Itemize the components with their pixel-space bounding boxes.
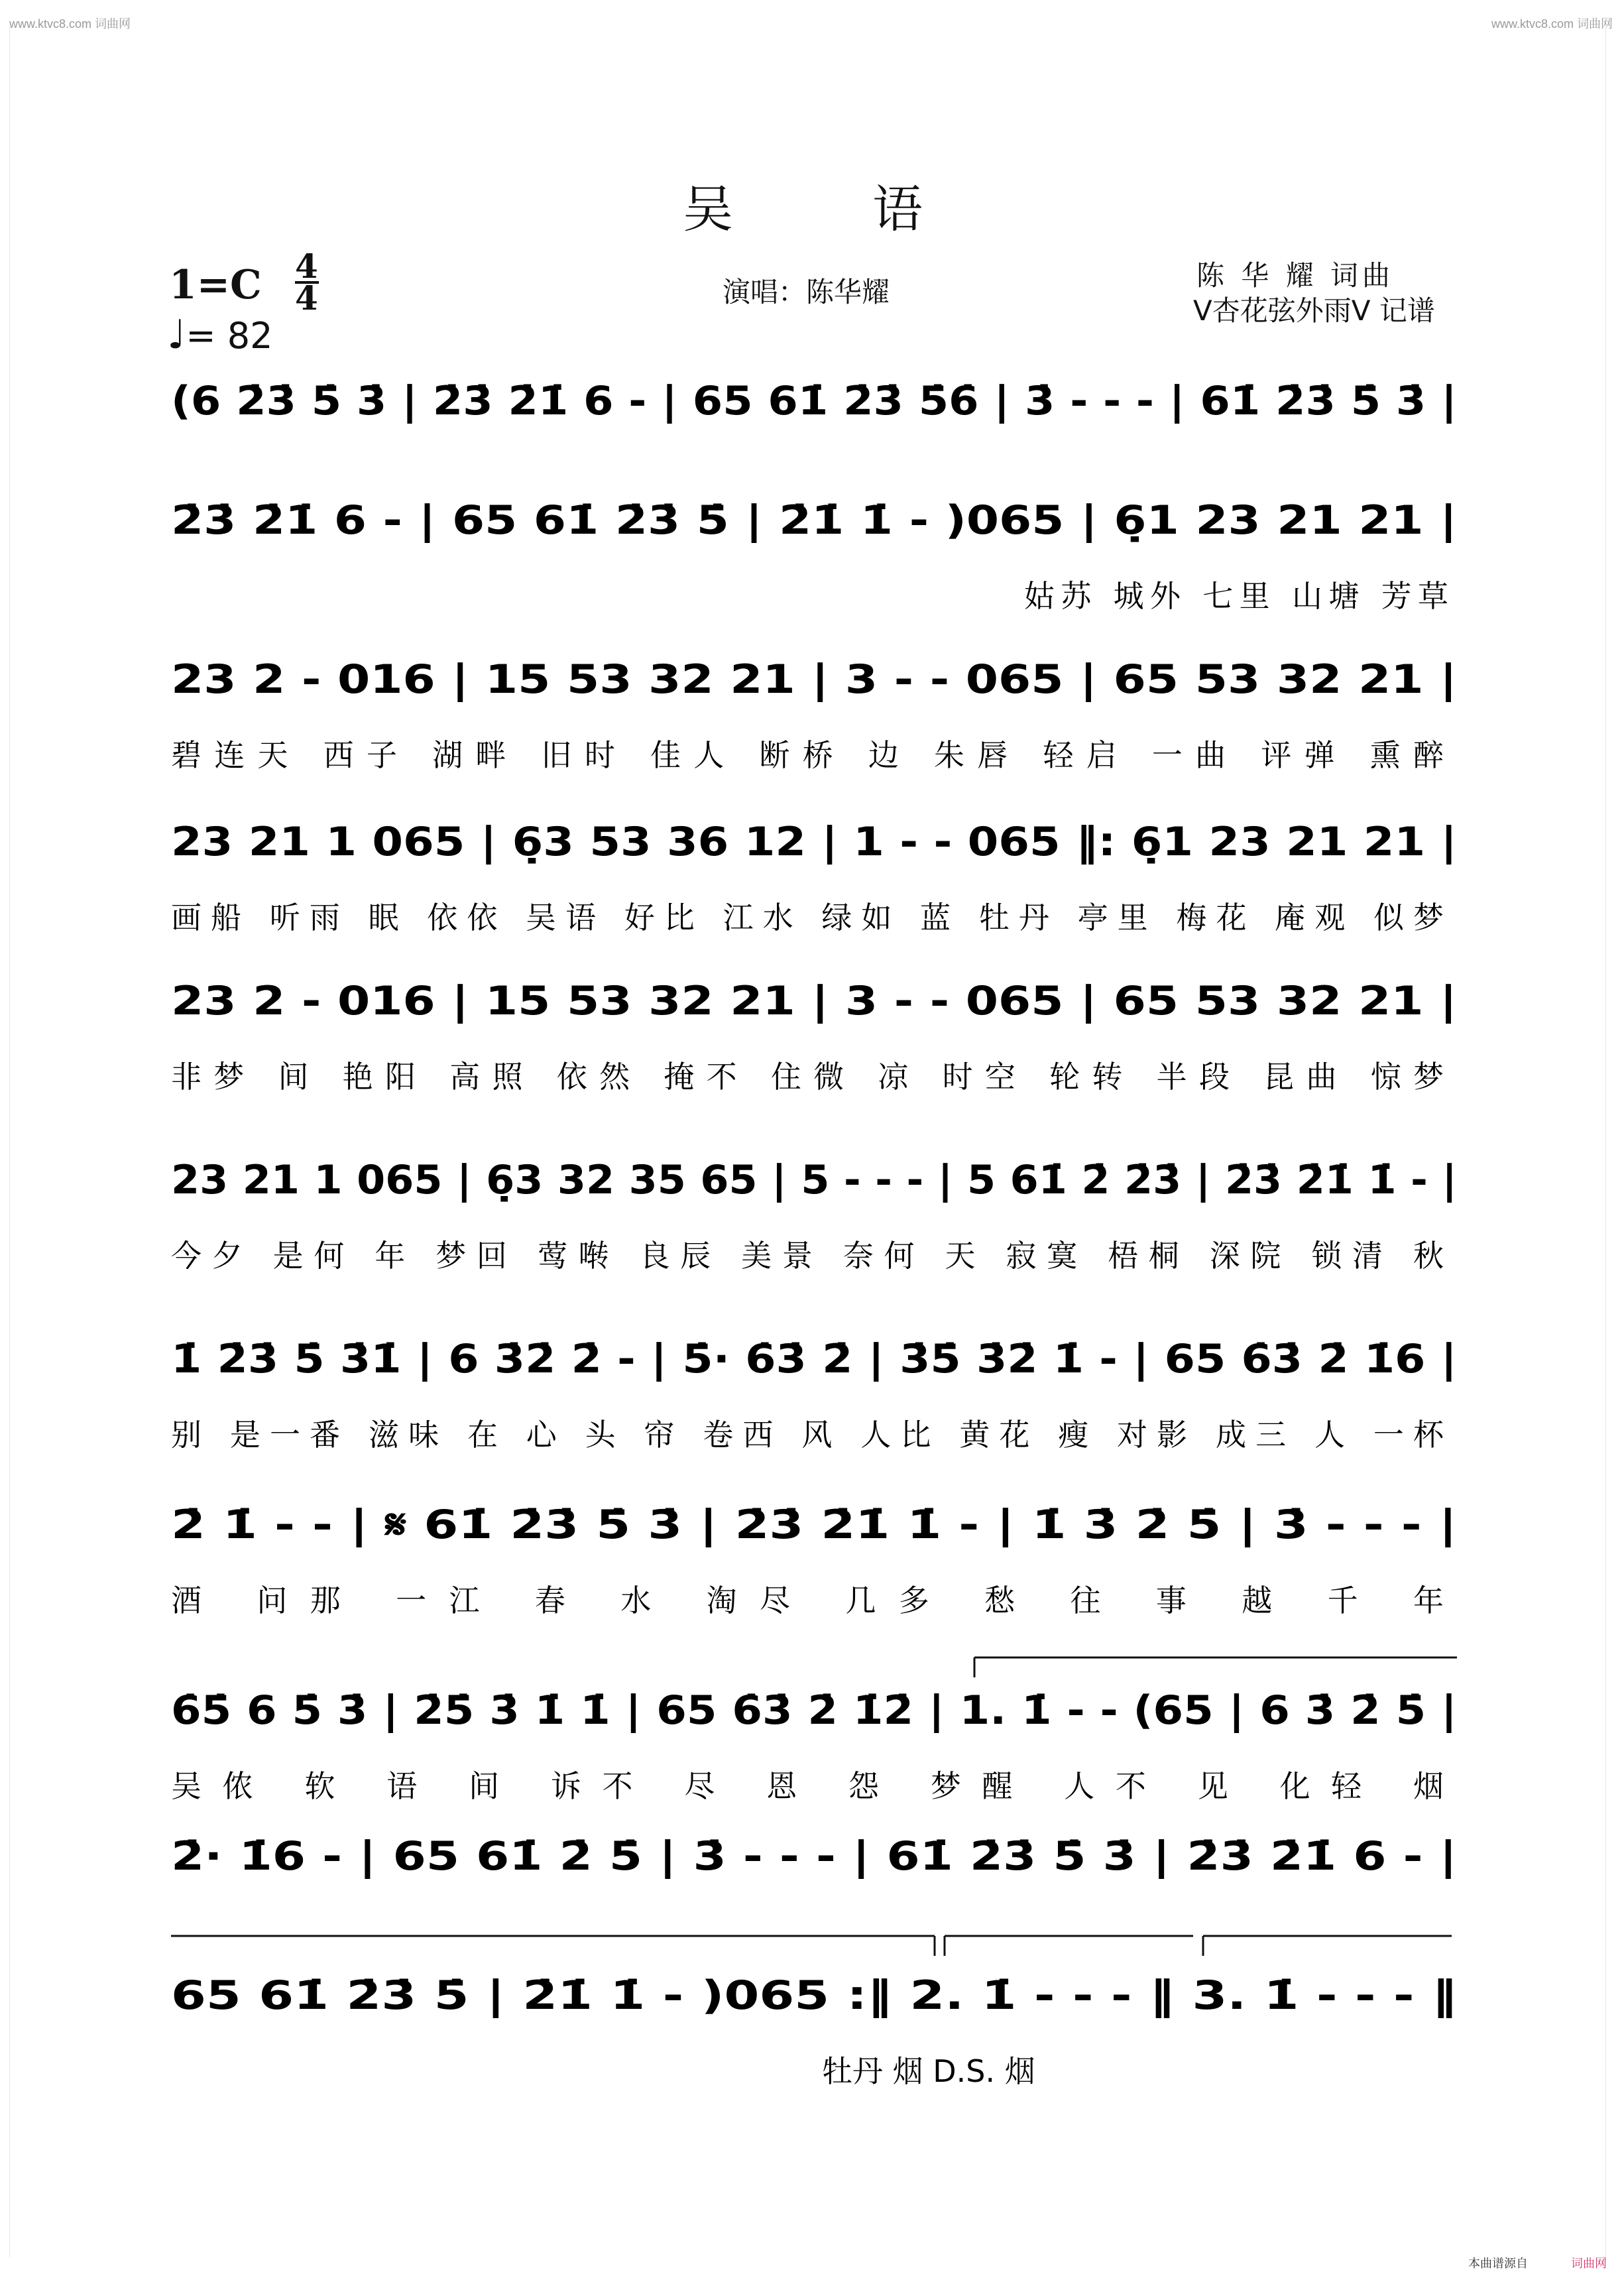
time-signature-top: 4 bbox=[295, 247, 318, 286]
time-signature-bottom: 4 bbox=[295, 278, 318, 318]
watermark-left: www.ktvc8.com 词曲网 bbox=[9, 17, 131, 30]
lyrics-line-5: 非梦 间 艳阳 高照 依然 掩不 住微 凉 时空 轮转 半段 昆曲 惊梦 bbox=[171, 1059, 1444, 1095]
watermark-right: www.ktvc8.com 词曲网 bbox=[1491, 17, 1613, 30]
performer: 演唱：陈华耀 bbox=[723, 276, 890, 308]
transcriber-credit: V杏花弦外雨V 记谱 bbox=[1193, 294, 1435, 327]
footer-site: 词曲网 bbox=[1571, 2257, 1607, 2270]
key-signature: 1=C bbox=[169, 262, 262, 308]
page-title: 吴语 bbox=[683, 180, 1062, 239]
score-line-11: 65 61̇ 2̇3̇ 5̇ | 2̇1̇ 1̇ - )065 :‖ 2. 1̇ - - - ‖ 3. 1̇ - - - ‖ bbox=[171, 1972, 1457, 2019]
composer-credit: 陈 华 耀 词曲 bbox=[1196, 259, 1395, 292]
lyrics-line-6: 今夕 是何 年 梦回 莺啭 良辰 美景 奈何 天 寂寞 梧桐 深院 锁清 秋 bbox=[171, 1238, 1444, 1274]
lyrics-line-9: 吴侬 软 语 间 诉不 尽 恩 怨 梦醒 人不 见 化轻 烟 bbox=[171, 1768, 1444, 1804]
lyrics-line-3: 碧连天 西子 湖畔 旧时 佳人 断桥 边 朱唇 轻启 一曲 评弹 熏醉 bbox=[171, 737, 1444, 773]
lyrics-line-8: 酒 问那 一江 春 水 淘尽 几多 愁 往 事 越 千 年 bbox=[171, 1583, 1444, 1618]
lyrics-line-2: 姑苏 城外 七里 山塘 芳草 bbox=[1024, 578, 1448, 614]
score-line-4: 23 21 1 065 | 6̣3 53 36 12 | 1 - - 065 ‖: 6̣1 23 21 21 | bbox=[171, 819, 1457, 865]
score-line-6: 23 21 1 065 | 6̣3 32 35 65 | 5 - - - | 5 61̇ 2̇ 2̇3̇ | 2̇3̇ 2̇1̇ 1̇ - | bbox=[171, 1157, 1457, 1203]
score-line-5: 23 2 - 016 | 15 53 32 21 | 3 - - 065 | 65 53 32 21 | bbox=[171, 978, 1457, 1024]
quarter-note-icon: ♩ bbox=[167, 312, 186, 358]
score-line-3: 23 2 - 016 | 15 53 32 21 | 3 - - 065 | 65 53 32 21 | bbox=[171, 656, 1457, 703]
lyrics-line-4: 画船 听雨 眠 依依 吴语 好比 江水 绿如 蓝 牡丹 亭里 梅花 庵观 似梦 bbox=[171, 900, 1444, 935]
lyrics-line-7: 别 是一番 滋味 在 心 头 帘 卷西 风 人比 黄花 瘦 对影 成三 人 一杯 bbox=[171, 1417, 1444, 1453]
score-line-8: 2̇ 1̇ - - | 𝄋 61̇ 2̇3̇ 5̇ 3̇ | 2̇3̇ 2̇1̇ 1̇ - | 1̇ 3̇ 2̇ 5̇ | 3̇ - - - | bbox=[171, 1502, 1457, 1548]
lyrics-line-11: 牡丹 烟 D.S. 烟 bbox=[822, 2053, 1035, 2089]
score-line-7: 1̇ 2̇3̇ 5̇ 3̇1̇ | 6 3̇2̇ 2̇ - | 5̇· 6̇3̇ 2̇ | 3̇5̇ 3̇2̇ 1̇ - | 65 6̇3̇ 2̇ 1̇6 | bbox=[171, 1336, 1457, 1382]
footer-source: 本曲谱源自 bbox=[1468, 2257, 1528, 2270]
tempo-value: = 82 bbox=[186, 315, 273, 357]
score-line-9: 6̇5̇ 6 5̇ 3̇ | 2̇5̇ 3̇ 1̇ 1̇ | 65 6̇3̇ 2̇ 1̇2̇ | 1. 1̇ - - (65 | 6 3̇ 2̇ 5̇ | bbox=[171, 1687, 1457, 1734]
score-line-2: 2̇3̇ 2̇1̇ 6 - | 65 61̇ 2̇3̇ 5̇ | 2̇1̇ 1̇ - )065 | 6̣1 23 21 21 | bbox=[171, 497, 1457, 544]
score-line-10: 2̇· 1̇6 - | 65 61̇ 2̇ 5̇ | 3̇ - - - | 61̇ 2̇3̇ 5̇ 3̇ | 2̇3̇ 2̇1̇ 6 - | bbox=[171, 1833, 1457, 1880]
score-line-1: (6 2̇3̇ 5̇ 3̇ | 2̇3̇ 2̇1̇ 6 - | 65 61̇ 2̇3̇ 5̇6̇ | 3̇ - - - | 61̇ 2̇3̇ 5̇ 3̇ | bbox=[171, 378, 1457, 424]
